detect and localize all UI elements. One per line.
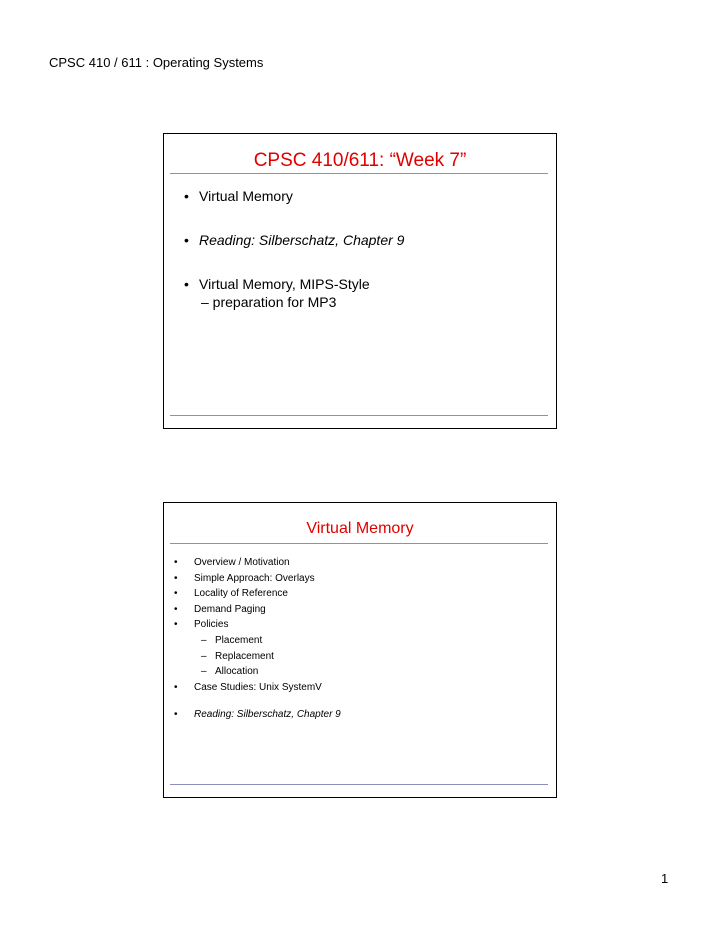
sub-bullet-text: Allocation (215, 666, 259, 678)
bullet-item (172, 586, 341, 602)
slide-title: CPSC 410/611: “Week 7” (253, 150, 467, 171)
bullet-text: Locality of Reference (194, 588, 288, 600)
bullet-dot-icon: • (184, 188, 189, 204)
bullet-dot-icon: • (174, 572, 178, 584)
bullet-item (172, 571, 341, 587)
bullet-item (184, 187, 404, 205)
dash-icon: – (201, 666, 207, 678)
slide-1 (163, 133, 557, 429)
bullet-list (184, 187, 404, 311)
bullet-item (184, 275, 404, 311)
bullet-item (172, 602, 341, 618)
dash-icon: – (201, 634, 207, 646)
bullet-item (184, 231, 404, 249)
slide-title: Virtual Memory (306, 520, 414, 537)
title-divider (170, 173, 548, 174)
sub-bullet-text: Replacement (215, 650, 274, 662)
bullet-item (172, 707, 341, 723)
bullet-item (172, 617, 341, 633)
bullet-list (172, 555, 341, 723)
bullet-text: Reading: Silberschatz, Chapter 9 (194, 709, 341, 721)
title-divider (170, 543, 548, 544)
bullet-text: Policies (194, 619, 229, 631)
bullet-item (172, 680, 341, 696)
bullet-item (172, 555, 341, 571)
page-number: 1 (661, 871, 669, 886)
bullet-text: Case Studies: Unix SystemV (194, 681, 322, 693)
sub-bullet-text: – preparation for MP3 (201, 294, 337, 310)
bullet-text: Overview / Motivation (194, 557, 290, 568)
page-header: CPSC 410 / 611 : Operating Systems (49, 55, 264, 70)
footer-divider (170, 784, 548, 785)
bullet-text: Demand Paging (194, 603, 266, 615)
footer-divider (170, 415, 548, 416)
sub-bullet-item (172, 633, 341, 649)
bullet-text: Simple Approach: Overlays (194, 572, 315, 584)
slide-2 (163, 502, 557, 798)
bullet-text: Virtual Memory, MIPS-Style (199, 276, 370, 292)
bullet-dot-icon: • (184, 276, 189, 292)
bullet-text: Reading: Silberschatz, Chapter 9 (199, 232, 405, 248)
bullet-dot-icon: • (174, 557, 178, 568)
sub-bullet-item (172, 664, 341, 680)
bullet-dot-icon: • (174, 603, 178, 615)
bullet-dot-icon: • (174, 681, 178, 693)
bullet-text: Virtual Memory (199, 188, 293, 204)
bullet-dot-icon: • (174, 588, 178, 600)
dash-icon: – (201, 650, 207, 662)
bullet-dot-icon: • (184, 232, 189, 248)
sub-bullet-item (172, 649, 341, 665)
bullet-dot-icon: • (174, 709, 178, 721)
bullet-dot-icon: • (174, 619, 178, 631)
sub-bullet-text: Placement (215, 634, 263, 646)
